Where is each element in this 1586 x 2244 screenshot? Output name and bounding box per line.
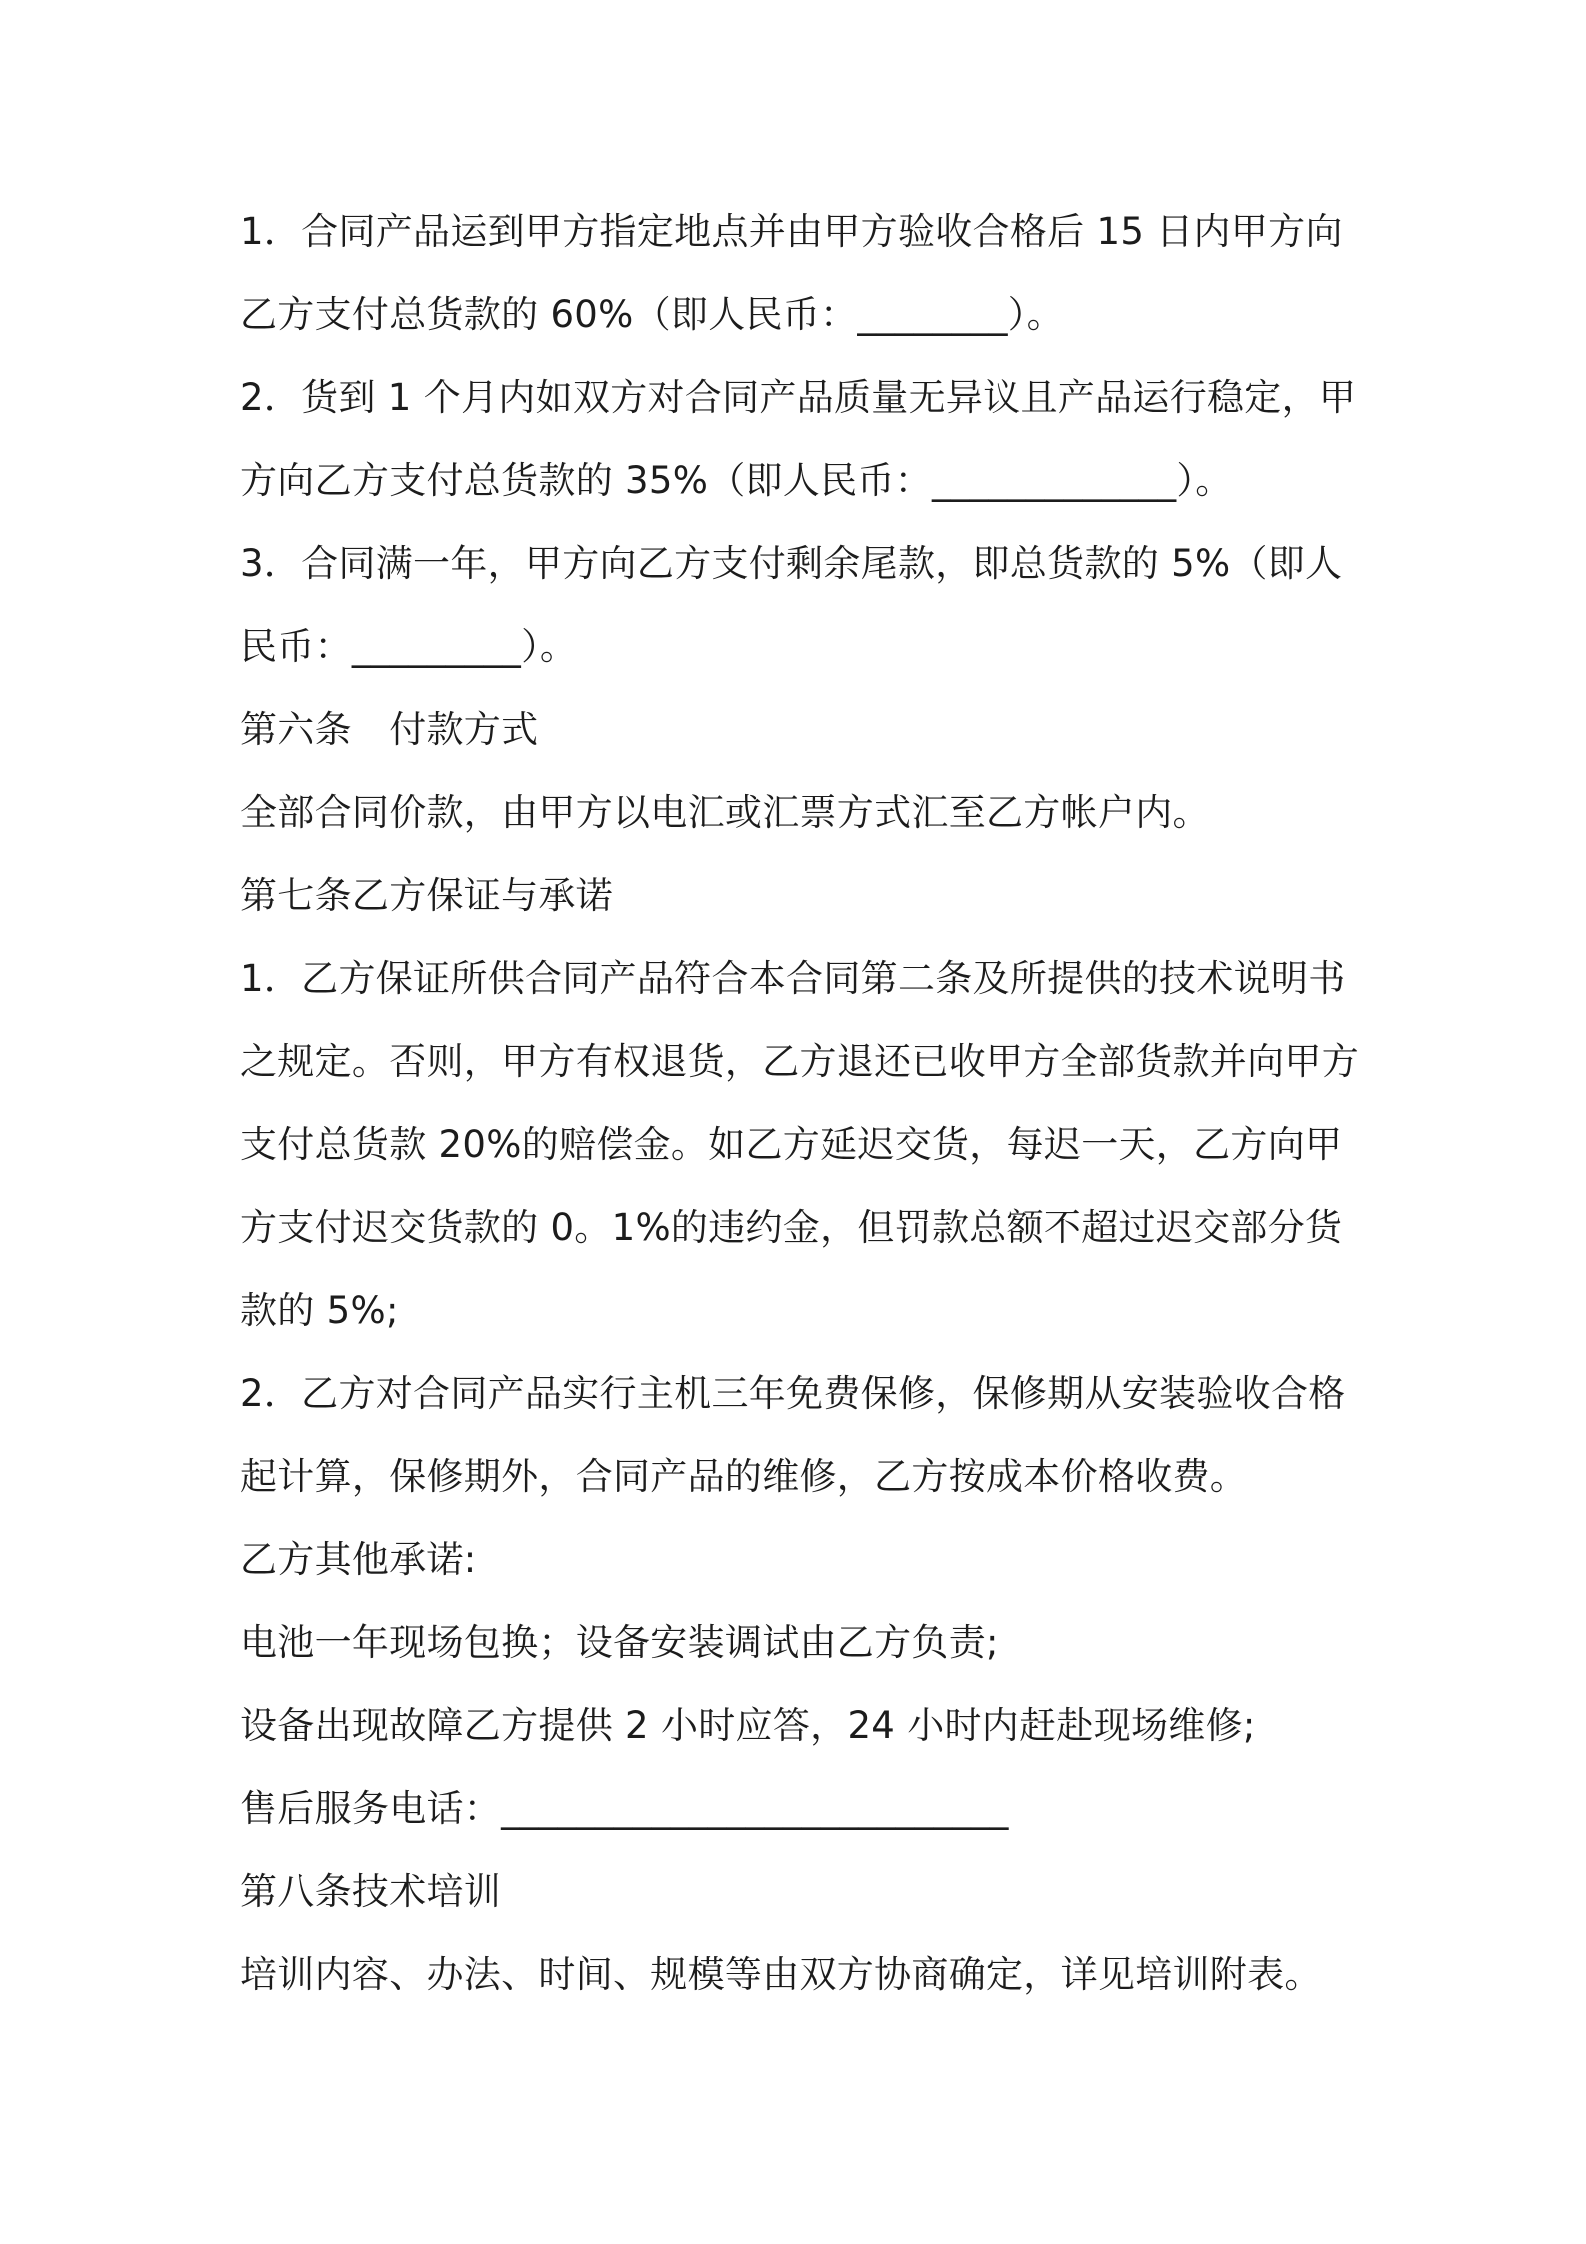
other-promises-line-2: 设备出现故障乙方提供 2 小时应答，24 小时内赶赴现场维修; (240, 1704, 1256, 1747)
warranty-clause-1-line-5: 款的 5%; (240, 1289, 399, 1332)
article-8-heading: 第八条技术培训 (240, 1870, 502, 1913)
payment-clause-2-line-2: 方向乙方支付总货款的 35%（即人民币：_____________）。 (240, 459, 1233, 502)
document-body (240, 190, 1360, 2016)
payment-clause-3-line-1: 3．合同满一年，甲方向乙方支付剩余尾款，即总货款的 5%（即人 (240, 542, 1343, 585)
article-6-body: 全部合同价款，由甲方以电汇或汇票方式汇至乙方帐户内。 (240, 791, 1210, 834)
other-promises-line-1: 电池一年现场包换；设备安装调试由乙方负责; (240, 1621, 999, 1664)
article-8-body: 培训内容、办法、时间、规模等由双方协商确定，详见培训附表。 (240, 1953, 1322, 1996)
service-phone-line: 售后服务电话：___________________________ (240, 1787, 1009, 1830)
other-promises-heading: 乙方其他承诺: (240, 1538, 477, 1581)
payment-clause-3-line-2: 民币：_________）。 (240, 625, 578, 668)
warranty-clause-1-line-2: 之规定。否则，甲方有权退货，乙方退还已收甲方全部货款并向甲方 (240, 1040, 1359, 1083)
article-6-heading: 第六条 付款方式 (240, 708, 539, 751)
warranty-clause-2-line-2: 起计算，保修期外，合同产品的维修，乙方按成本价格收费。 (240, 1455, 1248, 1498)
warranty-clause-2-line-1: 2．乙方对合同产品实行主机三年免费保修，保修期从安装验收合格 (240, 1372, 1346, 1415)
article-7-heading: 第七条乙方保证与承诺 (240, 874, 613, 917)
payment-clause-2-line-1: 2．货到 1 个月内如双方对合同产品质量无异议且产品运行稳定，甲 (240, 376, 1357, 419)
payment-clause-1-line-2: 乙方支付总货款的 60%（即人民币：________）。 (240, 293, 1064, 336)
warranty-clause-1-line-3: 支付总货款 20%的赔偿金。如乙方延迟交货，每迟一天，乙方向甲 (240, 1123, 1343, 1166)
warranty-clause-1-line-4: 方支付迟交货款的 0。1%的违约金，但罚款总额不超过迟交部分货 (240, 1206, 1343, 1249)
warranty-clause-1-line-1: 1．乙方保证所供合同产品符合本合同第二条及所提供的技术说明书 (240, 957, 1346, 1000)
payment-clause-1-line-1: 1．合同产品运到甲方指定地点并由甲方验收合格后 15 日内甲方向 (240, 210, 1343, 253)
